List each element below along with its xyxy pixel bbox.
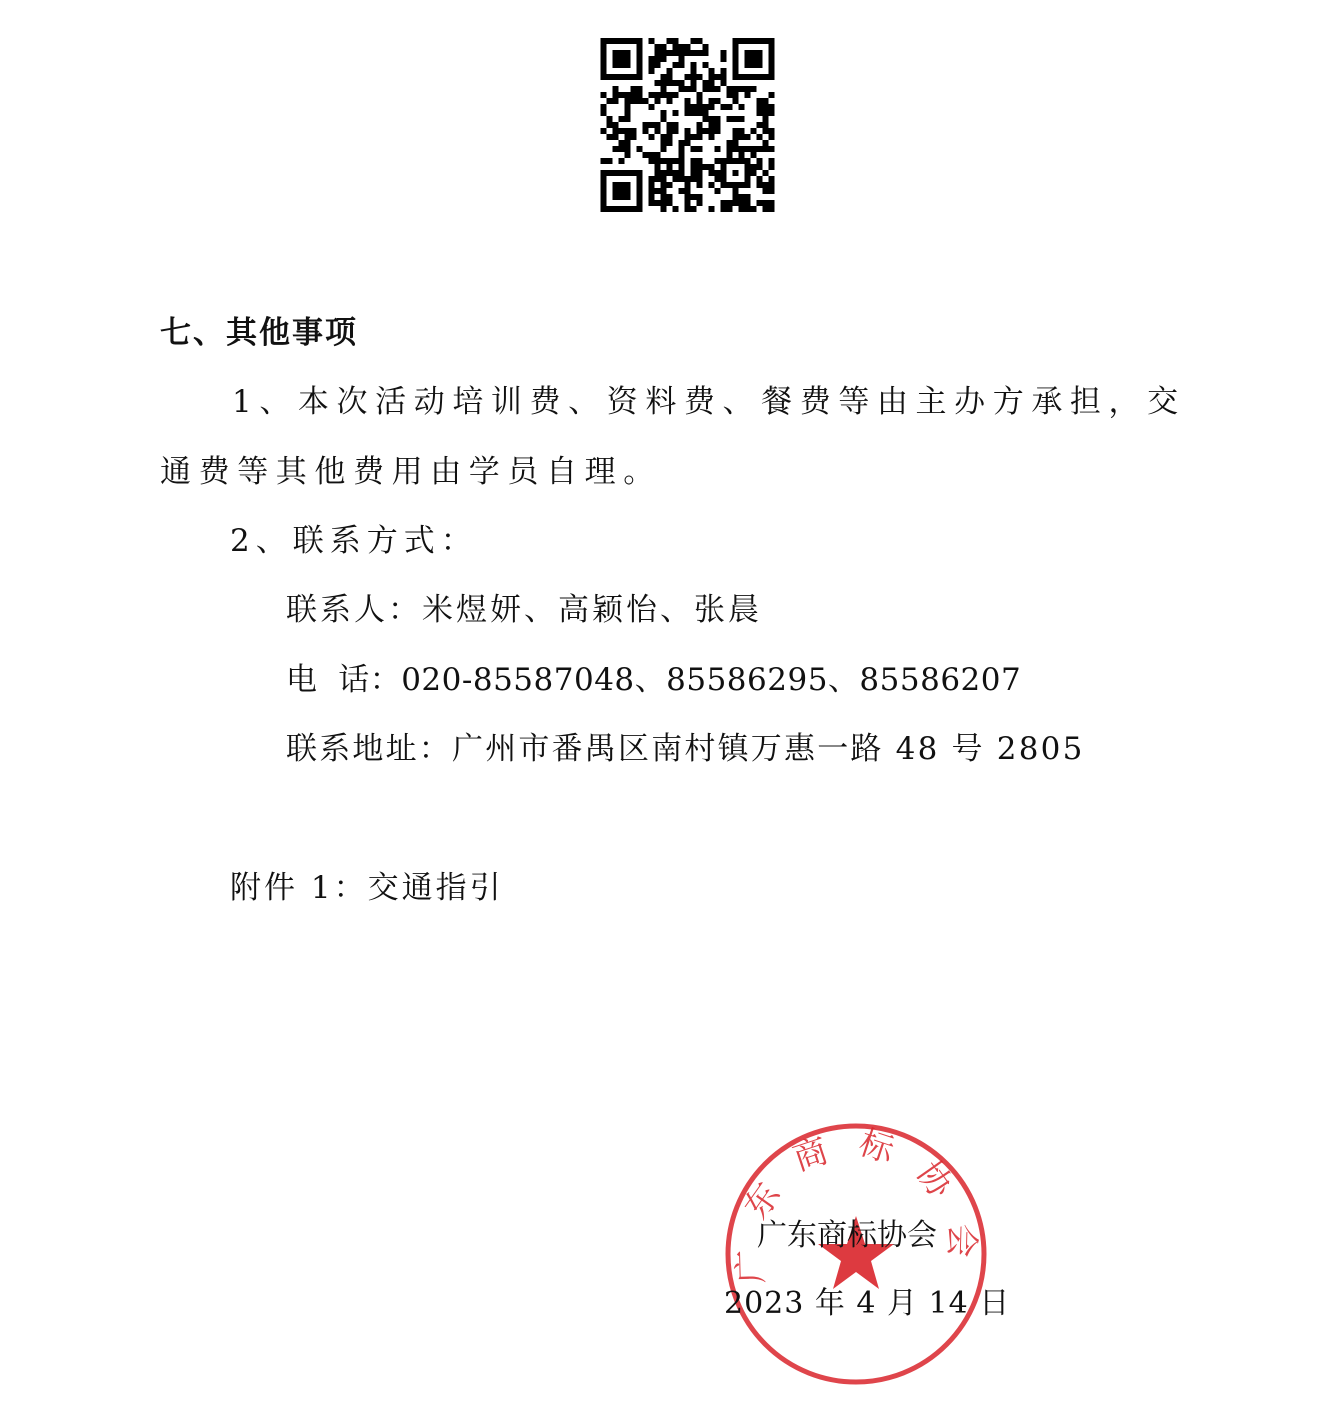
item1-line2: 通费等其他费用由学员自理。 (160, 454, 662, 490)
contact-persons: 联系人：米煜妍、高颖怡、张晨 (286, 592, 762, 628)
qr-code-icon (599, 38, 776, 212)
seal-text: 广东商标协会 (730, 1122, 982, 1285)
section-heading: 七、其他事项 (160, 315, 358, 351)
contact-phone: 电 话：020-85587048、85586295、85586207 (286, 662, 1022, 698)
contact-address: 联系地址：广州市番禺区南村镇万惠一路 48 号 2805 (286, 731, 1085, 767)
attachment-note: 附件 1：交通指引 (230, 870, 504, 906)
signature-organization: 广东商标协会 (757, 1218, 937, 1253)
contact-method-label: 2、联系方式： (230, 523, 478, 559)
item1-line1: 1、本次活动培训费、资料费、餐费等由主办方承担，交 (232, 384, 1186, 420)
signature-date: 2023 年 4 月 14 日 (724, 1286, 1011, 1321)
